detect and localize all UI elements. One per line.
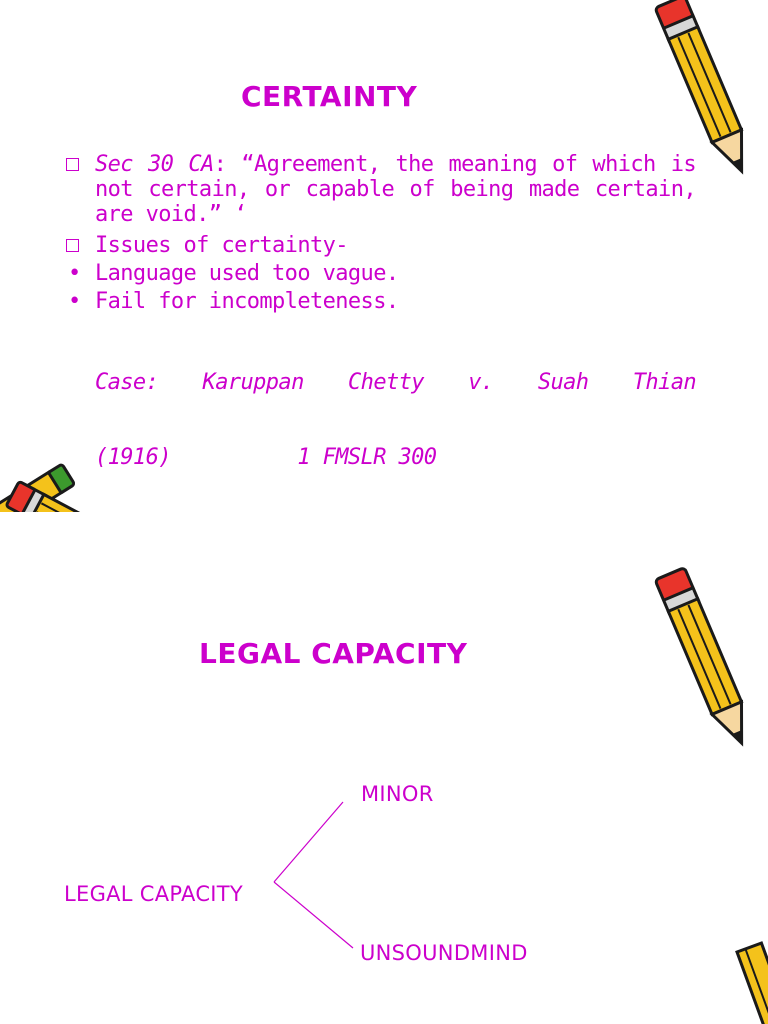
bullet-item-incomplete xyxy=(64,289,696,314)
case-citation xyxy=(64,320,696,520)
issues-heading: Issues of certainty- xyxy=(95,233,348,258)
slide-legal-capacity xyxy=(0,512,768,1024)
diagram-node-root: LEGAL CAPACITY xyxy=(64,882,244,906)
issues-item xyxy=(64,233,696,258)
case-line-2: (1916) 1 FMSLR 300 xyxy=(95,445,437,470)
bullet-text: Fail for incompleteness. xyxy=(95,289,399,314)
section-quote: “Agreement, the meaning of which is not certain, or capable of being made certain, are void.” ‘ xyxy=(95,152,696,227)
bullet-item-vague xyxy=(64,261,696,286)
section-colon: : xyxy=(213,152,227,177)
section-quote-item xyxy=(64,152,696,227)
diagram-node-unsoundmind: UNSOUNDMIND xyxy=(360,941,528,965)
checkbox-bullet-icon xyxy=(66,158,79,171)
branch-line-bottom xyxy=(274,882,353,948)
section-reference: Sec 30 CA xyxy=(95,152,214,177)
bullet-dot-icon: • xyxy=(68,261,81,286)
bullet-dot-icon: • xyxy=(68,289,81,314)
bullet-text: Language used too vague. xyxy=(95,261,399,286)
checkbox-bullet-icon xyxy=(66,239,79,252)
diagram-node-minor: MINOR xyxy=(361,782,434,806)
slide-title: CERTAINTY xyxy=(241,80,418,113)
slide-title: LEGAL CAPACITY xyxy=(199,637,468,670)
branch-line-top xyxy=(274,802,343,882)
case-line-1: Case: Karuppan Chetty v. Suah Thian xyxy=(95,370,696,395)
